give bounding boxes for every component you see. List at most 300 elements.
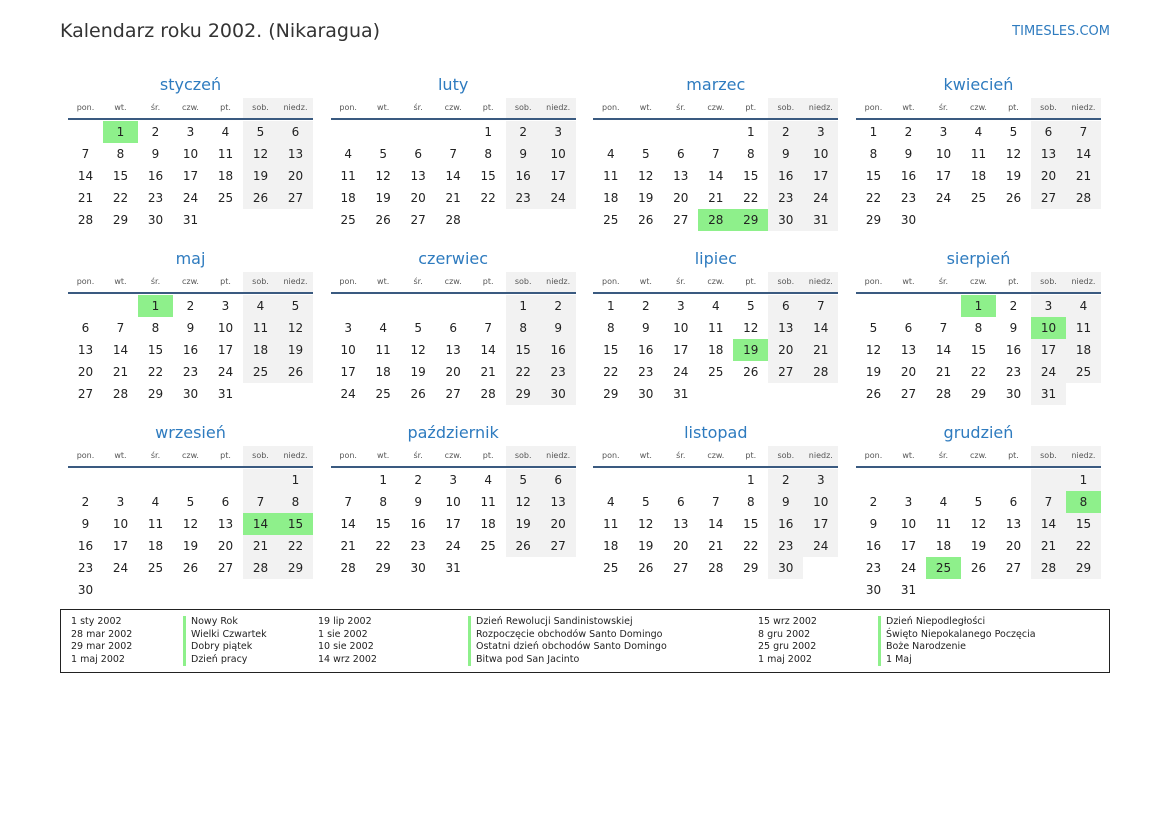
day-cell: 14 [708,517,724,531]
day-cell: 7 [1066,121,1101,143]
day-cell: 9 [186,321,195,335]
day-cell: 23 [900,191,917,205]
day-cell: 12 [506,491,541,513]
day-cell: 25 [217,191,234,205]
holiday-day-cell: 14 [243,513,278,535]
weekday-label: wt. [377,103,390,112]
day-cell: 4 [151,495,160,509]
day-cell: 28 [243,557,278,579]
legend-names-column [183,616,267,666]
weekday-label: czw. [707,103,725,112]
day-cell: 15 [375,517,391,531]
weekday-label: niedz. [541,272,576,292]
day-cell: 7 [116,321,125,335]
day-cell: 23 [1005,365,1022,379]
day-cell: 3 [541,121,576,143]
legend-date: 1 sie 2002 [318,628,368,640]
days-grid [856,120,1101,231]
day-cell: 6 [904,321,913,335]
day-cell: 11 [243,317,278,339]
day-cell: 23 [147,191,164,205]
day-cell: 9 [869,517,878,531]
holiday-day-cell: 8 [1066,491,1101,513]
day-cell: 20 [278,165,313,187]
day-cell: 27 [77,387,94,401]
holiday-day-cell: 1 [138,295,173,317]
day-cell: 13 [900,343,917,357]
weekday-label: śr. [938,277,949,286]
site-link[interactable]: TIMESLES.COM [1012,24,1110,39]
days-grid [593,468,838,579]
empty-cell [401,121,436,143]
legend-holiday-name: Boże Narodzenie [886,641,966,653]
day-cell: 12 [638,517,654,531]
day-cell: 21 [803,339,838,361]
day-cell: 5 [186,495,195,509]
empty-cell [331,295,366,317]
page-title: Kalendarz roku 2002. (Nikaragua) [60,20,381,42]
day-cell: 15 [865,169,882,183]
legend-date: 1 sty 2002 [71,616,122,627]
day-cell: 22 [112,191,129,205]
day-cell: 4 [243,295,278,317]
weekday-label: czw. [707,451,725,460]
day-cell: 20 [541,513,576,535]
day-cell: 5 [278,295,313,317]
day-cell: 26 [182,561,199,575]
day-cell: 25 [243,361,278,383]
day-cell: 26 [243,187,278,209]
day-cell: 10 [673,321,689,335]
day-cell: 11 [935,517,952,531]
day-cell: 13 [673,169,689,183]
day-cell: 25 [1066,361,1101,383]
weekday-label: pt. [745,451,757,460]
day-cell: 7 [344,495,352,509]
day-cell: 24 [673,365,689,379]
month-block [68,246,313,420]
weekday-header [856,272,1101,294]
day-cell: 3 [939,125,948,139]
weekday-label: niedz. [803,272,838,292]
empty-cell [138,469,173,491]
day-cell: 3 [904,495,913,509]
month-name: grudzień [943,423,1014,442]
day-cell: 1 [278,469,313,491]
day-cell: 4 [606,147,615,161]
empty-cell [103,469,138,491]
day-cell: 29 [970,387,987,401]
days-grid [68,120,313,231]
day-cell: 4 [221,125,230,139]
day-cell: 11 [708,321,724,335]
day-cell: 30 [638,387,654,401]
day-cell: 20 [673,539,689,553]
day-cell: 19 [410,365,426,379]
day-cell: 24 [1031,361,1066,383]
day-cell: 9 [1009,321,1018,335]
day-cell: 4 [974,125,983,139]
day-cell: 3 [344,321,352,335]
day-cell: 7 [1031,491,1066,513]
day-cell: 28 [480,387,496,401]
day-cell: 13 [1031,143,1066,165]
legend-date: 15 wrz 2002 [758,616,817,627]
month-name: listopad [684,423,748,442]
weekday-label: niedz. [1066,98,1101,118]
day-cell: 25 [708,365,724,379]
day-cell: 23 [541,361,576,383]
month-name: maj [175,249,206,268]
weekday-header [593,272,838,294]
legend-holiday-name: Dzień Rewolucji Sandinistowskiej [476,616,633,627]
day-cell: 12 [638,169,654,183]
weekday-label: czw. [444,451,462,460]
day-cell: 29 [375,561,391,575]
weekday-label: sob. [506,98,541,118]
day-cell: 12 [278,317,313,339]
day-cell: 5 [869,321,878,335]
day-cell: 2 [414,473,422,487]
weekday-label: sob. [1031,272,1066,292]
day-cell: 9 [904,147,913,161]
day-cell: 8 [151,321,160,335]
legend-date: 25 gru 2002 [758,641,817,653]
day-cell: 22 [743,539,759,553]
day-cell: 6 [1009,495,1018,509]
empty-cell [856,469,891,491]
day-cell: 30 [865,583,882,597]
weekday-label: niedz. [1066,446,1101,466]
weekday-label: śr. [150,277,161,286]
day-cell: 27 [1031,187,1066,209]
weekday-label: pt. [482,277,494,286]
day-cell: 19 [182,539,199,553]
day-cell: 22 [375,539,391,553]
day-cell: 22 [743,191,759,205]
days-grid [593,120,838,231]
day-cell: 7 [803,295,838,317]
day-cell: 19 [506,513,541,535]
weekday-label: śr. [413,103,423,112]
weekday-label: pon. [864,451,883,460]
legend-names-column [468,616,667,666]
day-cell: 13 [445,343,461,357]
day-cell: 16 [865,539,882,553]
holiday-day-cell: 28 [698,209,733,231]
weekday-label: pt. [220,451,231,460]
day-cell: 14 [340,517,356,531]
weekday-label: pon. [339,451,357,460]
weekday-label: pon. [76,451,95,460]
day-cell: 7 [711,495,720,509]
day-cell: 6 [541,469,576,491]
weekday-label: śr. [676,103,686,112]
weekday-header [593,446,838,468]
month-block [856,246,1101,420]
day-cell: 28 [803,361,838,383]
day-cell: 29 [278,557,313,579]
day-cell: 19 [638,191,654,205]
day-cell: 25 [147,561,164,575]
weekday-label: czw. [182,451,199,460]
day-cell: 19 [865,365,882,379]
day-cell: 17 [340,365,356,379]
month-block [68,72,313,246]
weekday-label: niedz. [278,98,313,118]
day-cell: 17 [935,169,952,183]
weekday-label: czw. [182,103,199,112]
day-cell: 21 [1066,165,1101,187]
weekday-header [68,98,313,120]
day-cell: 20 [768,339,803,361]
day-cell: 9 [151,147,160,161]
day-cell: 9 [541,317,576,339]
day-cell: 14 [1066,143,1101,165]
day-cell: 6 [414,147,422,161]
legend-dates-column [318,616,377,666]
weekday-label: wt. [639,103,652,112]
day-cell: 19 [638,539,654,553]
day-cell: 25 [340,213,356,227]
day-cell: 4 [711,299,720,313]
weekday-label: pon. [602,451,620,460]
day-cell: 11 [217,147,234,161]
day-cell: 14 [445,169,461,183]
day-cell: 11 [603,517,619,531]
day-cell: 22 [480,191,496,205]
day-cell: 26 [410,387,426,401]
day-cell: 23 [768,535,803,557]
day-cell: 23 [865,561,882,575]
day-cell: 4 [939,495,948,509]
day-cell: 15 [743,169,759,183]
day-cell: 10 [935,147,952,161]
month-block [593,72,838,246]
day-cell: 27 [410,213,426,227]
day-cell: 4 [484,473,492,487]
day-cell: 26 [1005,191,1022,205]
empty-cell [173,469,208,491]
day-cell: 16 [1005,343,1022,357]
empty-cell [68,121,103,143]
month-name: wrzesień [155,423,226,442]
weekday-label: pt. [482,451,494,460]
day-cell: 20 [77,365,94,379]
day-cell: 22 [278,535,313,557]
day-cell: 18 [970,169,987,183]
day-cell: 21 [480,365,496,379]
weekday-header [856,446,1101,468]
day-cell: 22 [970,365,987,379]
legend-date: 8 gru 2002 [758,628,811,640]
day-cell: 3 [1031,295,1066,317]
day-cell: 7 [449,147,457,161]
day-cell: 10 [541,143,576,165]
day-cell: 20 [445,365,461,379]
weekday-label: niedz. [541,446,576,466]
day-cell: 16 [147,169,164,183]
day-cell: 16 [900,169,917,183]
day-cell: 9 [414,495,422,509]
day-cell: 16 [182,343,199,357]
legend-dates-column [71,616,132,666]
day-cell: 28 [445,213,461,227]
empty-cell [593,469,628,491]
day-cell: 19 [243,165,278,187]
legend-holiday-name: Ostatni dzień obchodów Santo Domingo [476,641,667,653]
empty-cell [366,295,401,317]
day-cell: 18 [243,339,278,361]
weekday-label: czw. [969,451,987,460]
day-cell: 11 [375,343,391,357]
month-block [593,246,838,420]
empty-cell [436,295,471,317]
day-cell: 14 [112,343,129,357]
weekday-label: sob. [768,446,803,466]
day-cell: 18 [1066,339,1101,361]
weekday-label: śr. [938,451,949,460]
days-grid [331,294,576,405]
day-cell: 5 [379,147,387,161]
day-cell: 5 [641,147,650,161]
weekday-label: niedz. [1066,272,1101,292]
day-cell: 30 [410,561,426,575]
empty-cell [996,469,1031,491]
day-cell: 2 [904,125,913,139]
days-grid [856,294,1101,405]
day-cell: 22 [506,361,541,383]
empty-cell [891,295,926,317]
weekday-label: sob. [768,98,803,118]
day-cell: 23 [77,561,94,575]
month-block [331,246,576,420]
day-cell: 2 [1009,299,1018,313]
empty-cell [208,469,243,491]
weekday-label: czw. [182,277,199,286]
day-cell: 24 [112,561,129,575]
day-cell: 14 [708,169,724,183]
day-cell: 24 [803,535,838,557]
day-cell: 22 [147,365,164,379]
day-cell: 16 [638,343,654,357]
days-grid [331,120,576,231]
day-cell: 13 [278,143,313,165]
weekday-label: niedz. [803,446,838,466]
day-cell: 30 [900,213,917,227]
day-cell: 28 [1031,557,1066,579]
day-cell: 7 [711,147,720,161]
day-cell: 2 [81,495,90,509]
day-cell: 3 [676,299,685,313]
day-cell: 19 [278,339,313,361]
day-cell: 26 [638,561,654,575]
day-cell: 9 [768,143,803,165]
day-cell: 17 [673,343,689,357]
weekday-label: pt. [1008,277,1019,286]
day-cell: 13 [217,517,234,531]
day-cell: 20 [673,191,689,205]
day-cell: 17 [445,517,461,531]
legend-dates-column [758,616,817,666]
legend-holiday-name: Rozpoczęcie obchodów Santo Domingo [476,628,663,640]
month-block [331,72,576,246]
day-cell: 1 [484,125,492,139]
day-cell: 8 [869,147,878,161]
empty-cell [663,121,698,143]
day-cell: 31 [900,583,917,597]
day-cell: 12 [243,143,278,165]
day-cell: 30 [768,557,803,579]
weekday-label: wt. [114,103,127,112]
day-cell: 11 [147,517,164,531]
weekday-header [68,272,313,294]
day-cell: 14 [935,343,952,357]
day-cell: 14 [1031,513,1066,535]
day-cell: 24 [217,365,234,379]
day-cell: 26 [743,365,759,379]
day-cell: 23 [182,365,199,379]
legend-date: 28 mar 2002 [71,628,133,640]
days-grid [856,468,1101,601]
weekday-label: śr. [413,277,423,286]
legend-date: 1 maj 2002 [758,653,812,665]
day-cell: 21 [112,365,129,379]
day-cell: 27 [673,213,689,227]
weekday-header [856,98,1101,120]
day-cell: 5 [746,299,755,313]
day-cell: 8 [379,495,387,509]
weekday-label: pon. [339,103,357,112]
weekday-label: śr. [676,451,686,460]
weekday-label: sob. [243,446,278,466]
month-block [856,420,1101,597]
holiday-day-cell: 10 [1031,317,1066,339]
day-cell: 7 [939,321,948,335]
day-cell: 18 [375,365,391,379]
day-cell: 2 [869,495,878,509]
month-name: październik [407,423,499,442]
day-cell: 8 [746,495,755,509]
day-cell: 13 [768,317,803,339]
day-cell: 20 [217,539,234,553]
day-cell: 28 [1066,187,1101,209]
holiday-day-cell: 25 [926,557,961,579]
day-cell: 4 [1066,295,1101,317]
days-grid [68,294,313,405]
day-cell: 28 [340,561,356,575]
day-cell: 31 [1031,383,1066,405]
day-cell: 24 [340,387,356,401]
empty-cell [436,121,471,143]
day-cell: 26 [865,387,882,401]
weekday-label: pon. [864,103,883,112]
day-cell: 29 [603,387,619,401]
weekday-label: sob. [243,98,278,118]
weekday-label: wt. [902,103,915,112]
day-cell: 28 [77,213,94,227]
legend-holiday-name: Nowy Rok [191,616,238,627]
day-cell: 20 [900,365,917,379]
day-cell: 2 [506,121,541,143]
month-name: czerwiec [418,249,489,268]
month-name: sierpień [946,249,1011,268]
days-grid [593,294,838,405]
day-cell: 10 [217,321,234,335]
day-cell: 18 [603,191,619,205]
day-cell: 15 [147,343,164,357]
day-cell: 10 [900,517,917,531]
